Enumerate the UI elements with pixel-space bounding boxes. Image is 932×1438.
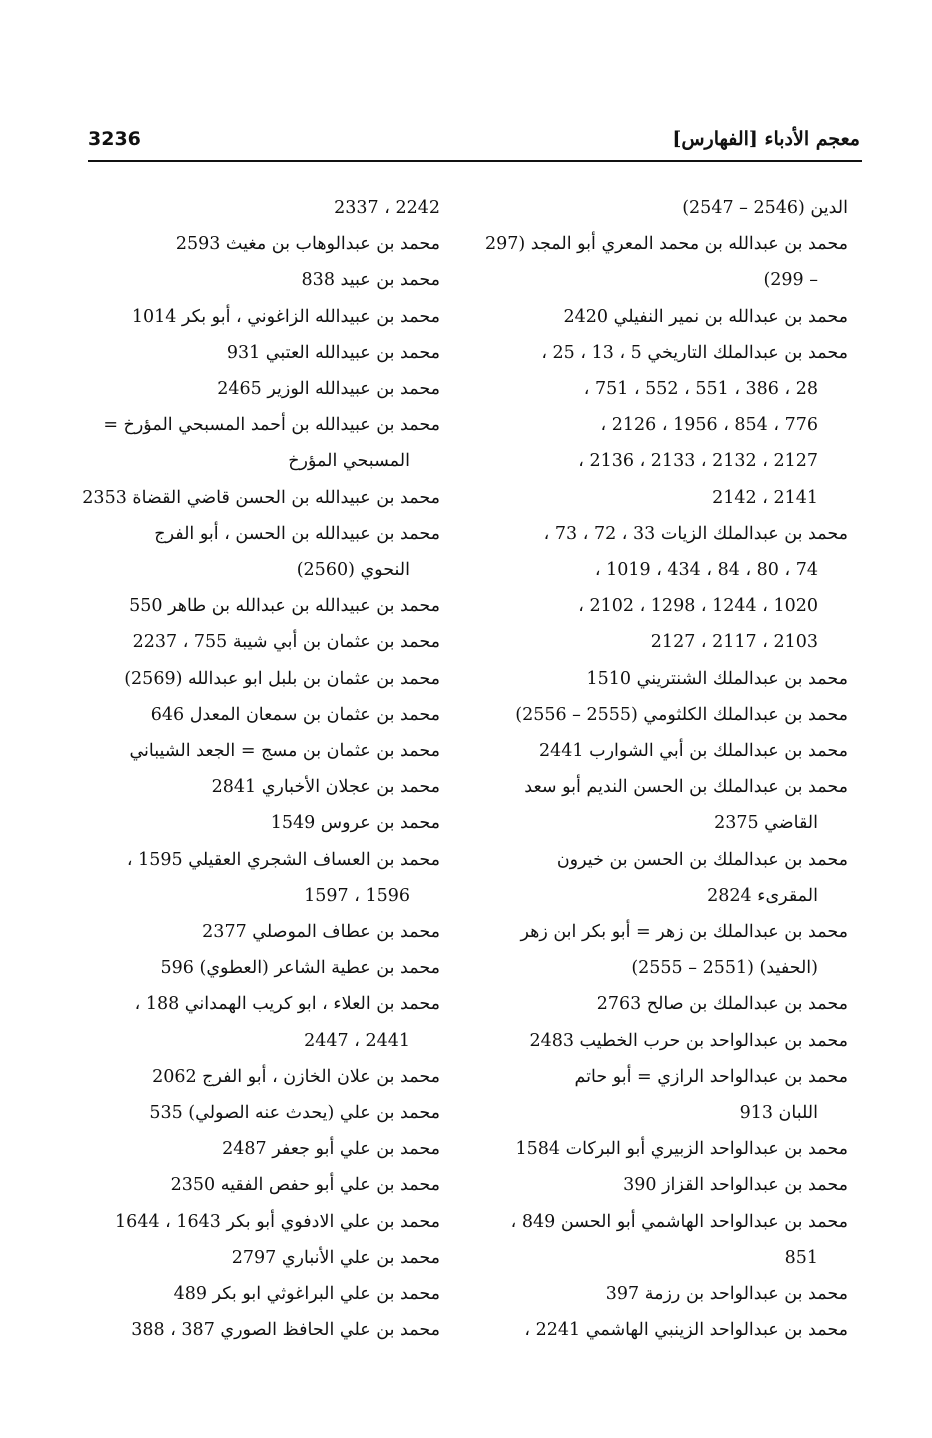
entry-line: محمد بن عبيدالله بن الحسن قاضي القضاة 2353 [82,487,440,508]
index-entry [488,733,848,769]
entry-line: محمد بن عبدالملك الزيات 33 ، 72 ، 73 ، [543,523,848,544]
entry-line: محمد بن عبدالملك التاريخي 5 ، 13 ، 25 ، [541,342,848,363]
entry-line: محمد بن عبيدالله بن الحسن ، أبو الفرج [154,523,440,544]
index-entry [74,1312,440,1348]
index-entry [74,1204,440,1240]
index-entry [484,226,848,298]
entry-line: محمد بن عبيدالله بن عبدالله بن طاهر 550 [129,596,440,617]
entry-line: محمد بن عبدالملك بن الحسن النديم أبو سعد [524,777,848,798]
entry-line: محمد بن عثمان بن مسج = الجعد الشيباني [129,741,440,762]
entry-line: محمد بن العلاء ، ابو كريب الهمداني 188 ، [134,994,440,1015]
entry-continuation-line: 2441 ، 2447 [304,1030,410,1051]
entry-line: محمد بن علي الادفوي أبو بكر 1643 ، 1644 [115,1211,440,1232]
entry-line: محمد بن عطية الشاعر (العطوي) 596 [160,958,440,979]
entry-line: 2242 ، 2337 [334,198,440,218]
index-entry [488,842,848,914]
entry-continuation-line: 776 ، 854 ، 1956 ، 2126 ، [600,415,818,436]
index-entry [74,769,440,805]
entry-continuation-line: – 299) [763,270,818,291]
entry-line: محمد بن عبدالله بن نمير النفيلي 2420 [563,306,848,327]
index-entry [74,914,440,950]
entry-continuation-line: 1596 ، 1597 [304,885,410,906]
entry-line: محمد بن عبدالواحد بن حرب الخطيب 2483 [529,1030,848,1051]
index-entry [74,1131,440,1167]
entry-line: محمد بن عبيدالله الوزير 2465 [217,379,440,400]
index-entry [488,1276,848,1312]
index-entry [488,1131,848,1167]
entry-line: محمد بن عبدالواحد الرازي = أبو حاتم [574,1066,848,1087]
entry-line: الدين (2546 – 2547) [682,198,848,218]
index-entry [488,1023,848,1059]
entry-line: محمد بن علي أبو جعفر 2487 [222,1139,440,1160]
index-entry [74,805,440,841]
index-entry [74,226,440,262]
entry-continuation-line: 1020 ، 1244 ، 1298 ، 2102 ، [578,596,818,617]
entry-continuation-line: المقرىء 2824 [707,885,818,906]
entry-line: محمد بن عثمان بن بلبل ابو عبدالله (2569) [124,668,440,689]
entry-line: محمد بن عبدالملك الشنتريني 1510 [586,668,848,689]
entry-continuation-line: القاضي 2375 [714,813,818,834]
entry-line: محمد بن علي الحافظ الصوري 387 ، 388 [131,1320,440,1341]
entry-line: محمد بن عطاف الموصلي 2377 [202,922,440,943]
entry-line: محمد بن عثمان بن سمعان المعدل 646 [150,704,440,725]
index-entry [74,588,440,624]
entry-line: محمد بن عبدالملك الكلثومي (2555 – 2556) [515,704,848,725]
entry-line: محمد بن عبدالملك بن زهر = أبو بكر ابن زهر [520,922,848,943]
entry-continuation-line: 2103 ، 2117 ، 2127 [650,632,818,653]
entry-continuation-line: 851 [784,1247,818,1268]
entry-line: محمد بن عبدالواحد الهاشمي أبو الحسن 849 ، [510,1211,848,1232]
entry-line: محمد بن علي (يحدث عنه الصولي) 535 [149,1103,440,1124]
entry-line: محمد بن علي الأنباري 2797 [231,1247,440,1268]
entry-line: محمد بن عبدالواحد القزاز 390 [623,1175,848,1196]
index-entry [74,516,440,588]
index-entry [74,950,440,986]
running-title: معجم الأدباء [الفهارس] [672,128,860,150]
index-entry [488,190,848,226]
index-entry [488,986,848,1022]
index-entry [74,733,440,769]
index-entry [74,1095,440,1131]
entry-continuation-line: المسبحي المؤرخ [288,451,410,472]
entry-line: محمد بن علان الخازن ، أبو الفرج 2062 [152,1066,440,1087]
index-entry [74,1059,440,1095]
index-entry [74,480,440,516]
index-entry [74,262,440,298]
index-entry [488,335,848,516]
index-entry [488,1167,848,1203]
index-entry [488,1312,848,1348]
index-entry [488,661,848,697]
index-entry [488,299,848,335]
entry-continuation-line: 2127 ، 2132 ، 2133 ، 2136 ، [578,451,818,472]
entry-line: محمد بن عبدالملك بن الحسن بن خيرون [556,849,848,870]
page-number: 3236 [88,128,141,150]
index-entry [488,914,848,986]
entry-line: محمد بن العساف الشجري العقيلي 1595 ، [126,849,440,870]
index-entry [488,516,848,661]
index-entry [74,299,440,335]
entry-line: محمد بن عبدالملك بن أبي الشوارب 2441 [539,741,848,762]
index-entry [74,371,440,407]
entry-line: محمد بن عبدالله بن محمد المعري أبو المجد (297 [484,234,848,255]
entry-continuation-line: 2141 ، 2142 [712,487,818,508]
page-header [88,126,860,160]
index-entry [74,1240,440,1276]
entry-continuation-line: 28 ، 386 ، 551 ، 552 ، 751 ، [583,379,818,400]
entry-line: محمد بن عبيدالله بن أحمد المسبحي المؤرخ = [103,415,440,436]
entry-continuation-line: اللبان 913 [739,1103,818,1124]
entry-line: محمد بن عبيدالله الزاغوني ، أبو بكر 1014 [131,306,440,327]
entry-line: محمد بن عبدالواحد الزينبي الهاشمي 2241 ، [524,1320,848,1341]
index-entry [74,407,440,479]
entry-line: محمد بن عثمان بن أبي شيبة 755 ، 2237 [132,632,440,653]
entry-line: محمد بن عبدالواحد الزبيري أبو البركات 1584 [515,1139,848,1160]
entry-line: محمد بن عبدالملك بن صالح 2763 [596,994,848,1015]
index-entry [74,842,440,914]
header-rule [88,160,862,162]
index-entry [74,335,440,371]
index-entry [488,697,848,733]
entry-line: محمد بن علي أبو حفص الفقيه 2350 [170,1175,440,1196]
index-entry [488,1059,848,1131]
index-entry [74,1276,440,1312]
entry-continuation-line: 74 ، 80 ، 84 ، 434 ، 1019 ، [594,560,818,581]
index-entry [74,190,440,226]
entry-continuation-line: النحوي (2560) [296,560,410,581]
index-entry [74,661,440,697]
entry-line: محمد بن عروس 1549 [270,813,440,834]
entry-line: محمد بن علي البراغوثي ابو بكر 489 [173,1284,440,1305]
entry-line: محمد بن عبيدالله العتبي 931 [226,342,440,363]
index-entry [74,624,440,660]
entry-line: محمد بن عبدالواحد بن رزمة 397 [605,1284,848,1305]
index-column-left [74,190,440,1349]
index-entry [488,769,848,841]
entry-line: محمد بن عبيد 838 [301,270,440,291]
index-entry [488,1204,848,1276]
index-entry [74,986,440,1058]
index-entry [74,697,440,733]
entry-continuation-line: (الحفيد) (2551 – 2555) [631,958,818,979]
index-column-right [484,190,848,1349]
entry-line: محمد بن عبدالوهاب بن مغيث 2593 [175,234,440,255]
index-entry [74,1167,440,1203]
entry-line: محمد بن عجلان الأخباري 2841 [211,777,440,798]
